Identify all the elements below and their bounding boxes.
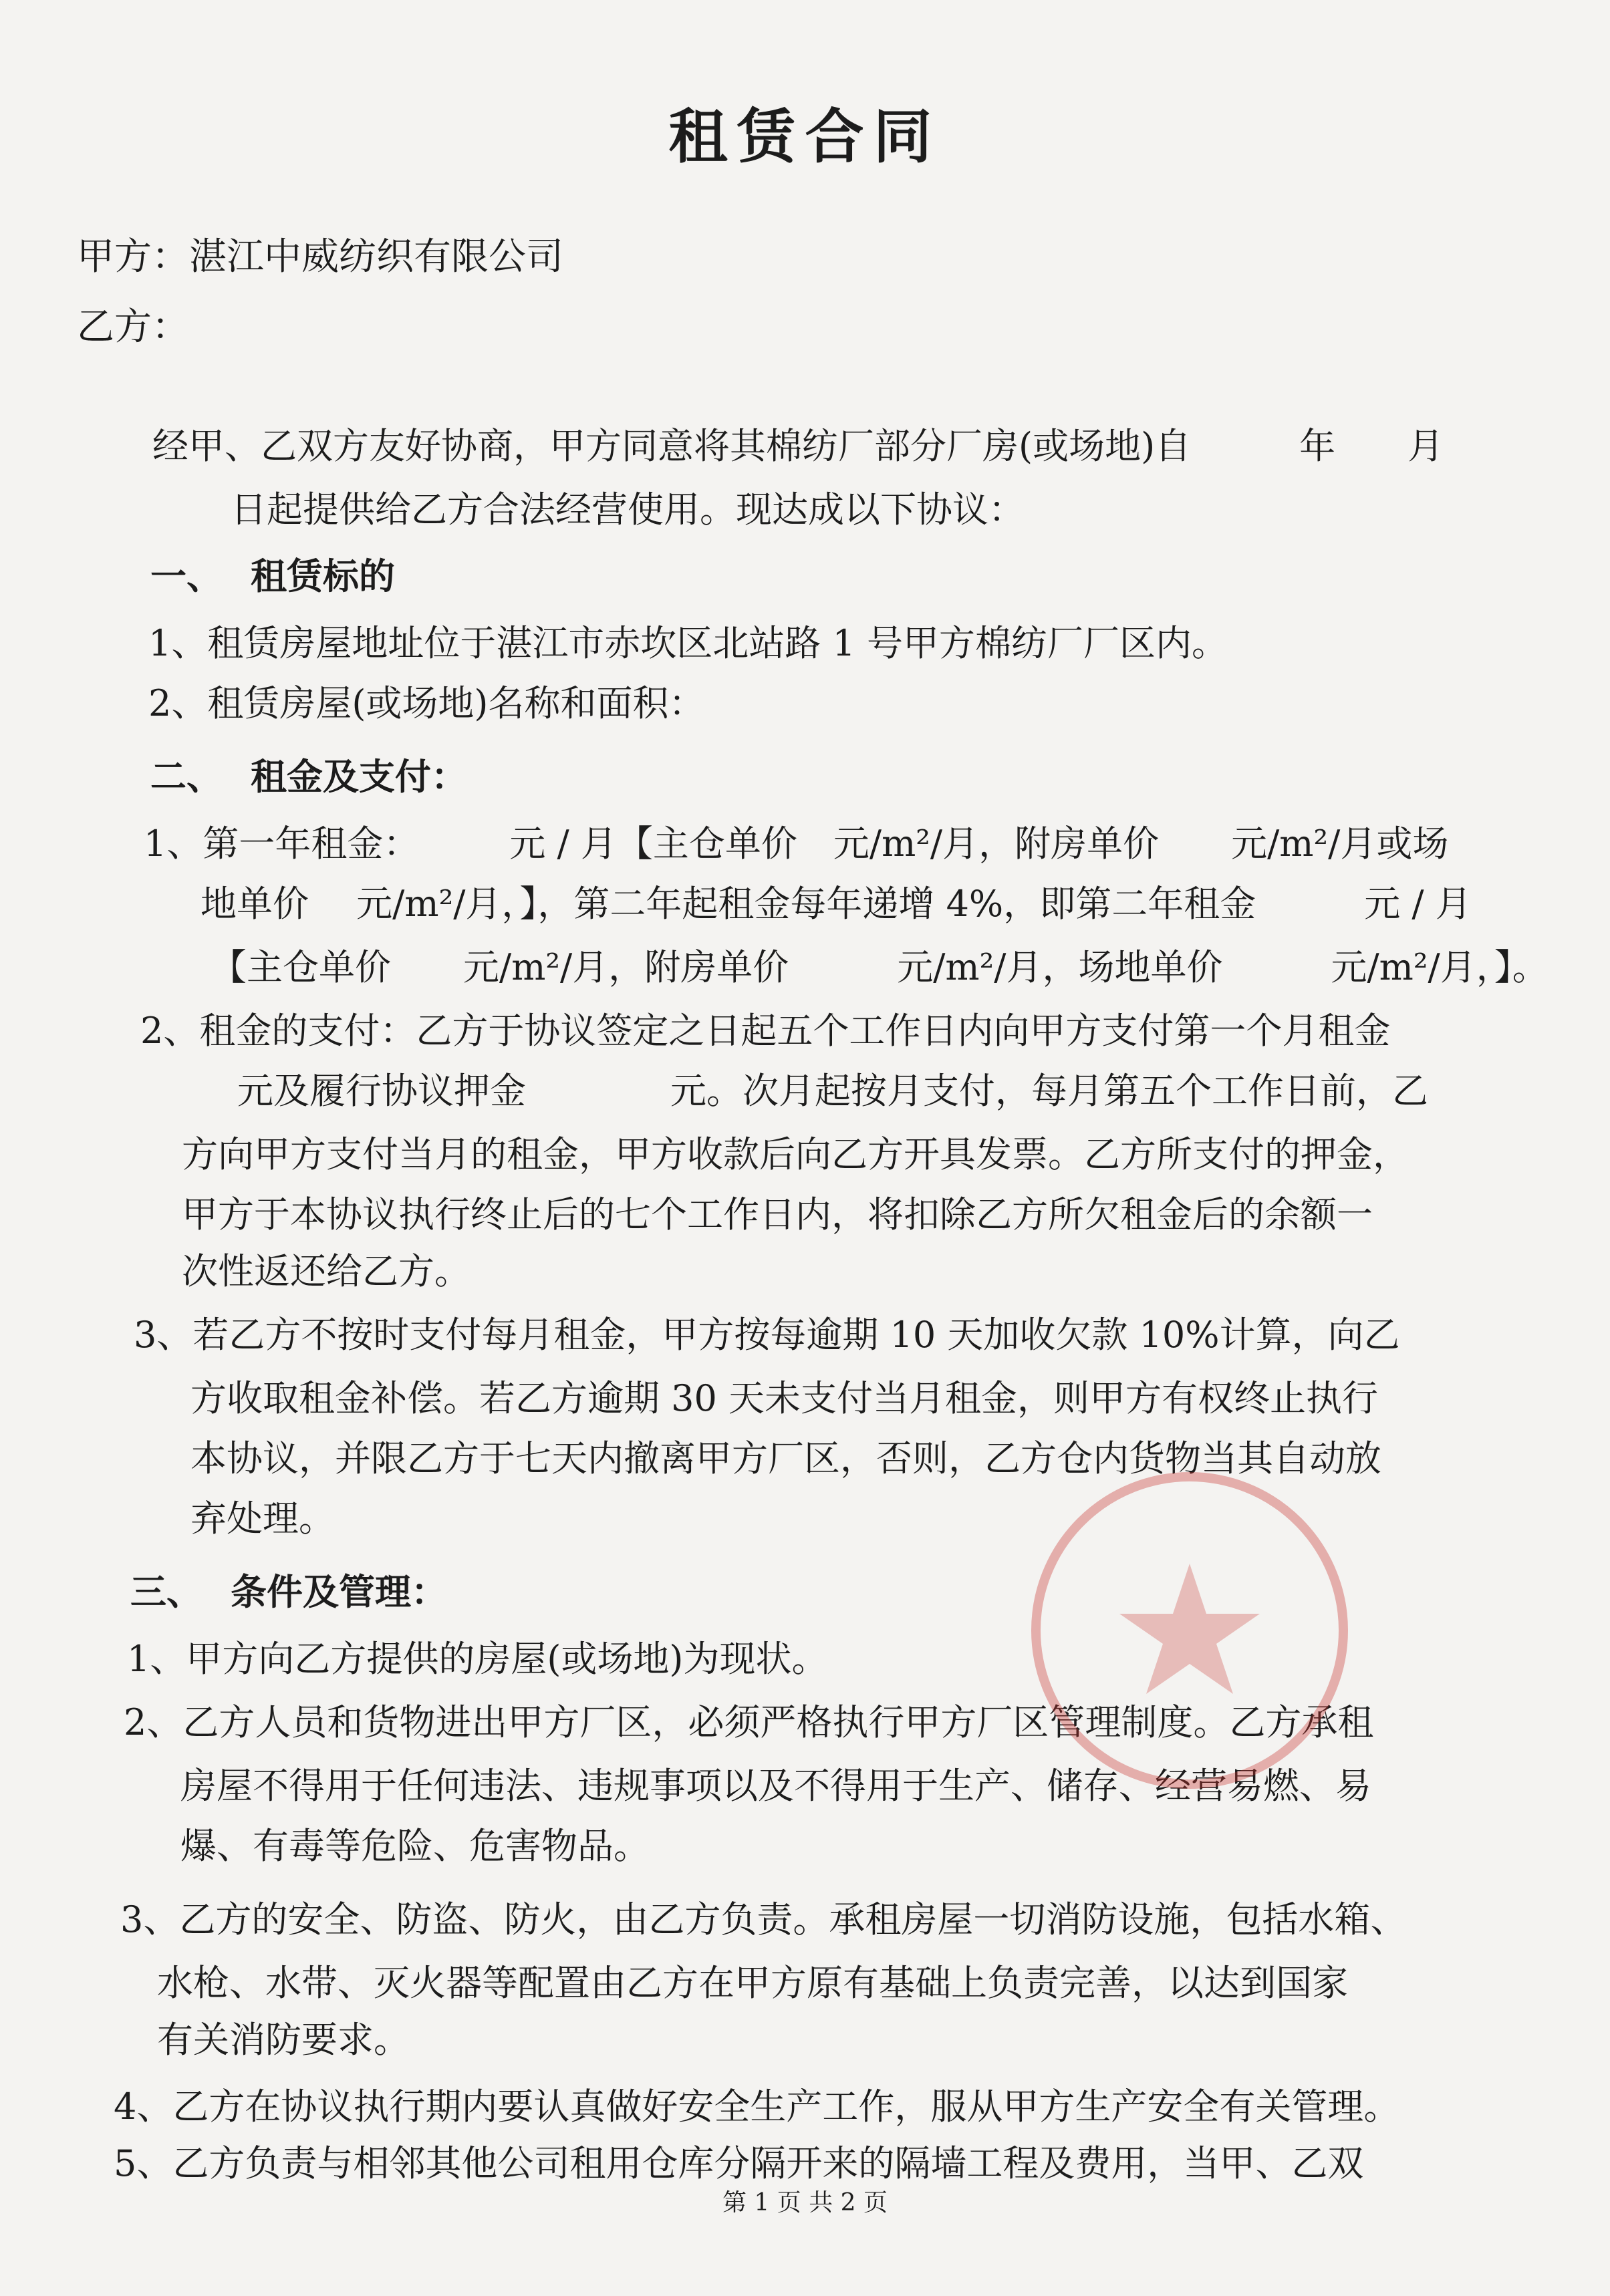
s2-line-12: 弃处理。 xyxy=(190,1497,335,1540)
s2-line-3: 【主仓单价 元/m²/月，附房单价 元/m²/月，场地单价 元/m²/月，】。 xyxy=(211,946,1549,988)
s3-line-6: 水枪、水带、灭火器等配置由乙方在甲方原有基础上负责完善，以达到国家 xyxy=(157,1962,1348,2004)
s3-line-1: 1、甲方向乙方提供的房屋(或场地)为现状。 xyxy=(127,1638,828,1680)
s2-line-5: 元及履行协议押金 元。次月起按月支付，每月第五个工作日前，乙 xyxy=(237,1070,1428,1112)
section-2-title: 租金及支付： xyxy=(251,755,467,798)
s2-line-7: 甲方于本协议执行终止后的七个工作日内，将扣除乙方所欠租金后的余额一 xyxy=(182,1193,1373,1236)
document-title: 租赁合同 xyxy=(668,102,942,171)
s2-line-4: 2、租金的支付：乙方于协议签定之日起五个工作日内向甲方支付第一个月租金 xyxy=(140,1010,1391,1052)
s3-line-5: 3、乙方的安全、防盗、防火，由乙方负责。承租房屋一切消防设施，包括水箱、 xyxy=(120,1898,1407,1941)
intro-line-1: 经甲、乙双方友好协商，甲方同意将其棉纺厂部分厂房(或场地)自 年 月 xyxy=(152,425,1444,467)
intro-line-2: 日起提供给乙方合法经营使用。现达成以下协议： xyxy=(231,488,1025,531)
section-1-title: 租赁标的 xyxy=(251,555,395,597)
section-3-heading xyxy=(130,1564,447,1615)
s3-line-3: 房屋不得用于任何违法、违规事项以及不得用于生产、储存、经营易燃、易 xyxy=(180,1765,1371,1807)
page-footer: 第 1 页 共 2 页 xyxy=(722,2189,888,2216)
s2-line-9: 3、若乙方不按时支付每月租金，甲方按每逾期 10 天加收欠款 10%计算，向乙 xyxy=(134,1314,1400,1356)
party-b: 乙方： xyxy=(77,305,189,349)
s1-line-2: 2、租赁房屋(或场地)名称和面积： xyxy=(148,682,705,724)
section-2-heading xyxy=(150,748,467,800)
section-1-number: 一、 xyxy=(150,555,223,597)
s2-line-10: 方收取租金补偿。若乙方逾期 30 天未支付当月租金，则甲方有权终止执行 xyxy=(190,1377,1379,1419)
s1-line-1: 1、租赁房屋地址位于湛江市赤坎区北站路 1 号甲方棉纺厂厂区内。 xyxy=(148,622,1228,664)
s2-line-2: 地单价 元/m²/月，】，第二年起租金每年递增 4%，即第二年租金 元 / 月 xyxy=(200,883,1472,925)
s2-line-8: 次性返还给乙方。 xyxy=(182,1250,471,1292)
s2-line-6: 方向甲方支付当月的租金，甲方收款后向乙方开具发票。乙方所支付的押金， xyxy=(182,1133,1409,1175)
section-2-number: 二、 xyxy=(150,755,223,798)
section-3-title: 条件及管理： xyxy=(231,1570,447,1613)
s2-line-1: 1、第一年租金： 元 / 月【主仓单价 元/m²/月，附房单价 元/m²/月或场 xyxy=(144,823,1449,865)
s3-line-7: 有关消防要求。 xyxy=(157,2019,410,2061)
s3-line-9: 5、乙方负责与相邻其他公司租用仓库分隔开来的隔墙工程及费用，当甲、乙双 xyxy=(114,2142,1364,2184)
party-a: 甲方：湛江中威纺织有限公司 xyxy=(77,235,563,279)
s3-line-2: 2、乙方人员和货物进出甲方厂区，必须严格执行甲方厂区管理制度。乙方承租 xyxy=(124,1701,1374,1743)
section-3-number: 三、 xyxy=(130,1570,203,1613)
section-1-heading xyxy=(150,548,395,599)
s3-line-8: 4、乙方在协议执行期内要认真做好安全生产工作，服从甲方生产安全有关管理。 xyxy=(114,2086,1400,2128)
s2-line-11: 本协议，并限乙方于七天内撤离甲方厂区，否则，乙方仓内货物当其自动放 xyxy=(190,1437,1381,1479)
s3-line-4: 爆、有毒等危险、危害物品。 xyxy=(180,1825,650,1867)
company-seal-stamp xyxy=(1016,1457,1363,1804)
